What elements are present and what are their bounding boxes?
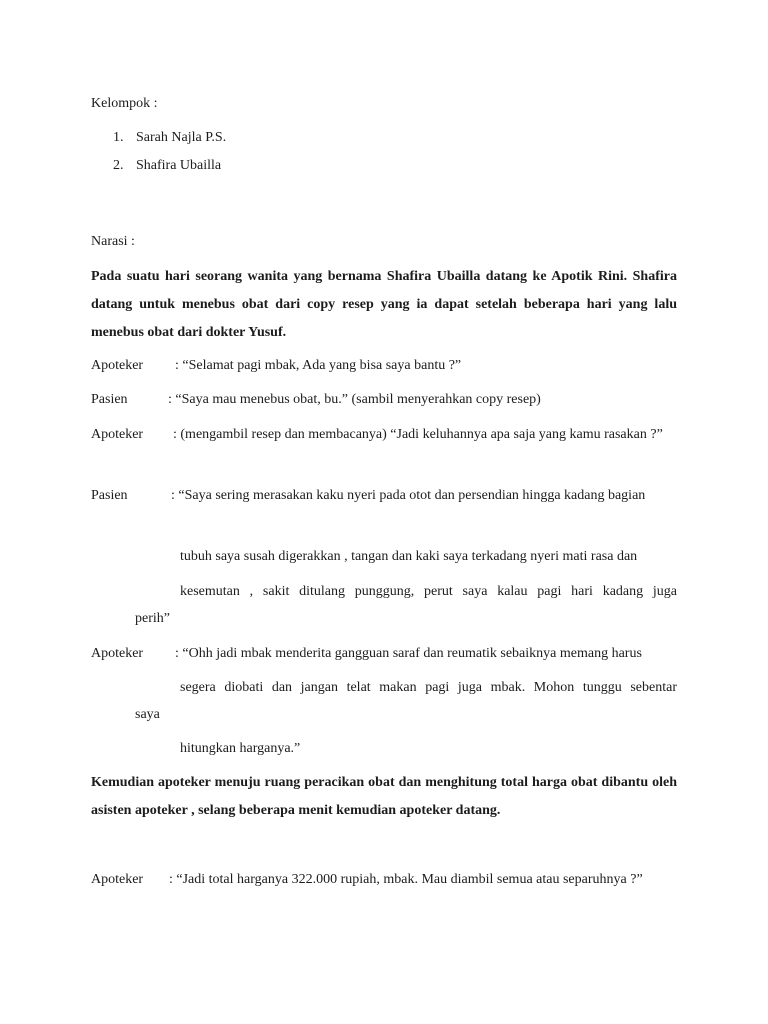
- dialogue-continuation: kesemutan , sakit ditulang punggung, perut saya kalau pagi hari kadang juga: [180, 584, 677, 599]
- dialogue-continuation: perih”: [135, 611, 170, 626]
- list-number: 1.: [113, 130, 124, 145]
- dialogue-text: : “Saya sering merasakan kaku nyeri pada otot dan persendian hingga kadang bagian: [171, 488, 646, 503]
- dialogue-line: [91, 421, 677, 449]
- dialogue-line: [91, 640, 677, 668]
- speaker-label: Pasien: [91, 392, 128, 407]
- member-name: Shafira Ubailla: [136, 158, 222, 173]
- dialogue-text: : “Selamat pagi mbak, Ada yang bisa saya bantu ?”: [175, 358, 462, 373]
- speaker-label: Apoteker: [91, 427, 144, 442]
- dialogue-text: : “Saya mau menebus obat, bu.” (sambil menyerahkan copy resep): [168, 392, 541, 407]
- dialogue-text: : “Ohh jadi mbak menderita gangguan saraf dan reumatik sebaiknya memang harus: [175, 646, 642, 661]
- dialogue-continuation: hitungkan harganya.”: [180, 741, 301, 756]
- narration-paragraph: Kemudian apoteker menuju ruang peracikan obat dan menghitung total harga obat dibantu oleh asisten apoteker , selang beberapa menit kemudian apoteker datang.: [91, 775, 677, 818]
- speaker-label: Pasien: [91, 488, 128, 503]
- dialogue-line: [91, 866, 677, 894]
- dialogue-continuation: tubuh saya susah digerakkan , tangan dan kaki saya terkadang nyeri mati rasa dan: [180, 549, 638, 564]
- dialogue-text: : (mengambil resep dan membacanya) “Jadi keluhannya apa saja yang kamu rasakan ?”: [173, 427, 663, 442]
- dialogue-continuation: saya: [135, 707, 160, 722]
- list-number: 2.: [113, 158, 124, 173]
- narration-label: Narasi :: [91, 234, 135, 249]
- speaker-label: Apoteker: [91, 872, 144, 887]
- dialogue-text: : “Jadi total harganya 322.000 rupiah, mbak. Mau diambil semua atau separuhnya ?”: [169, 872, 643, 887]
- speaker-label: Apoteker: [91, 646, 144, 661]
- dialogue-continuation: segera diobati dan jangan telat makan pagi juga mbak. Mohon tunggu sebentar: [180, 680, 677, 695]
- list-item: [91, 124, 226, 152]
- list-item: [91, 152, 226, 180]
- member-name: Sarah Najla P.S.: [136, 130, 227, 145]
- member-list: [91, 124, 226, 180]
- speaker-label: Apoteker: [91, 358, 144, 373]
- dialogue-line: [91, 352, 677, 380]
- group-label: Kelompok :: [91, 96, 158, 111]
- dialogue-line: [91, 482, 677, 510]
- narration-paragraph: Pada suatu hari seorang wanita yang bernama Shafira Ubailla datang ke Apotik Rini. Shafira datang untuk menebus obat dari copy resep yang ia dapat setelah beberapa hari yang lalu menebus obat dari dokter Yusuf.: [91, 269, 677, 340]
- dialogue-line: [91, 386, 677, 414]
